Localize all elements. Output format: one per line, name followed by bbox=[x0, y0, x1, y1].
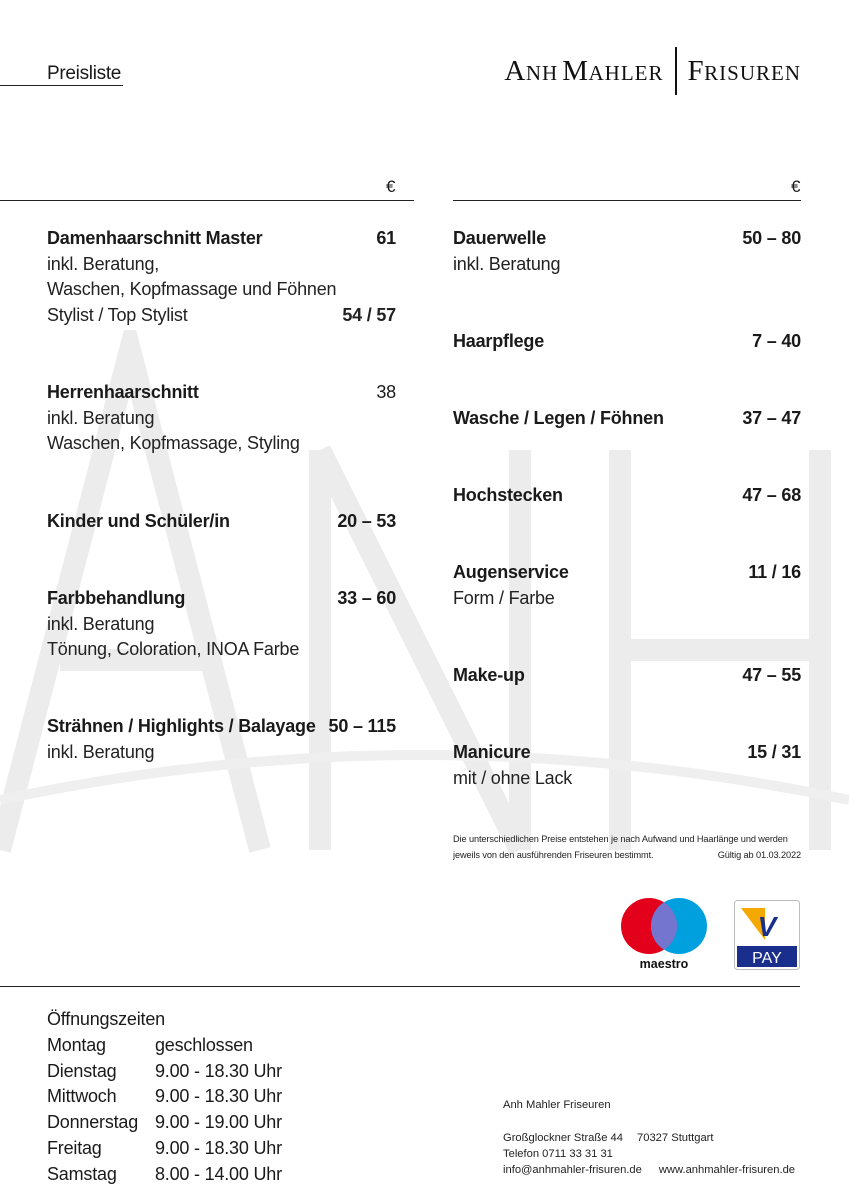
price-item-haarpflege: Haarpflege 7 – 40 bbox=[453, 331, 801, 351]
footer-rule bbox=[0, 986, 800, 987]
hours-row: Montag geschlossen bbox=[47, 1034, 253, 1055]
logo-separator bbox=[675, 47, 677, 95]
right-column-rule bbox=[453, 200, 801, 201]
maestro-logo bbox=[616, 897, 712, 973]
website-link[interactable]: www.anhmahler-frisuren.de bbox=[658, 1164, 796, 1176]
brand-logo bbox=[504, 47, 801, 95]
opening-hours-title: Öffnungszeiten bbox=[47, 1009, 165, 1029]
price-item-make-up: Make-up 47 – 55 bbox=[453, 665, 801, 685]
price-item-manicure: Manicure 15 / 31 mit / ohne Lack bbox=[453, 742, 801, 788]
price-item-hochstecken: Hochstecken 47 – 68 bbox=[453, 485, 801, 505]
address-block bbox=[503, 1097, 795, 1178]
price-item-kinder: Kinder und Schüler/in 20 – 53 bbox=[47, 511, 396, 531]
phone: Telefon 0711 33 31 31 bbox=[503, 1148, 613, 1160]
email-link[interactable]: info@anhmahler-frisuren.de bbox=[503, 1164, 642, 1176]
hours-row: Dienstag 9.00 - 18.30 Uhr bbox=[47, 1060, 282, 1081]
company-name: Anh Mahler Friseuren bbox=[503, 1099, 611, 1111]
city: 70327 Stuttgart bbox=[637, 1132, 714, 1144]
vpay-letter: V bbox=[757, 911, 777, 942]
logo-word-frisuren: FRISUREN bbox=[687, 54, 801, 87]
maestro-label: maestro bbox=[639, 957, 689, 971]
logo-word-anh: ANH bbox=[504, 54, 559, 87]
left-column-rule bbox=[0, 200, 414, 201]
price-item-wasche-legen-foehnen: Wasche / Legen / Föhnen 37 – 47 bbox=[453, 408, 801, 428]
opening-hours-table bbox=[47, 1033, 282, 1188]
opening-hours bbox=[47, 1007, 282, 1188]
hours-row: Mittwoch 9.00 - 18.30 Uhr bbox=[47, 1086, 282, 1107]
right-currency-label: € bbox=[791, 177, 801, 196]
price-item-dauerwelle: Dauerwelle 50 – 80 inkl. Beratung bbox=[453, 228, 801, 274]
left-currency-label: € bbox=[386, 177, 396, 196]
page-title: Preisliste bbox=[47, 63, 122, 84]
header-rule bbox=[0, 85, 123, 86]
logo-word-mahler: MAHLER bbox=[562, 54, 664, 87]
price-item-farbbehandlung: Farbbehandlung 33 – 60 inkl. Beratung Tönung, Coloration, INOA Farbe bbox=[47, 588, 396, 660]
hours-row: Samstag 8.00 - 14.00 Uhr bbox=[47, 1163, 282, 1184]
price-note bbox=[453, 831, 801, 863]
note-line-2: jeweils von den ausführenden Friseuren bestimmt. bbox=[453, 850, 654, 860]
price-item-herrenhaarschnitt: Herrenhaarschnitt 38 inkl. Beratung Waschen, Kopfmassage, Styling bbox=[47, 382, 396, 454]
valid-from: Gültig ab 01.03.2022 bbox=[717, 850, 801, 860]
hours-row: Freitag 9.00 - 18.30 Uhr bbox=[47, 1137, 282, 1158]
price-item-straehnen: Strähnen / Highlights / Balayage 50 – 115 inkl. Beratung bbox=[47, 716, 396, 762]
vpay-logo bbox=[734, 900, 800, 970]
note-line-1: Die unterschiedlichen Preise entstehen je nach Aufwand und Haarlänge und werden bbox=[453, 834, 788, 844]
street: Großglockner Straße 44 bbox=[503, 1132, 624, 1144]
price-item-damenhaarschnitt: Damenhaarschnitt Master 61 inkl. Beratung, Waschen, Kopfmassage und Föhnen Stylist / Top Stylist 54 / 57 bbox=[47, 228, 396, 326]
hours-row: Donnerstag 9.00 - 19.00 Uhr bbox=[47, 1112, 282, 1133]
price-item-augenservice: Augenservice 11 / 16 Form / Farbe bbox=[453, 562, 801, 608]
vpay-label: PAY bbox=[752, 950, 782, 967]
